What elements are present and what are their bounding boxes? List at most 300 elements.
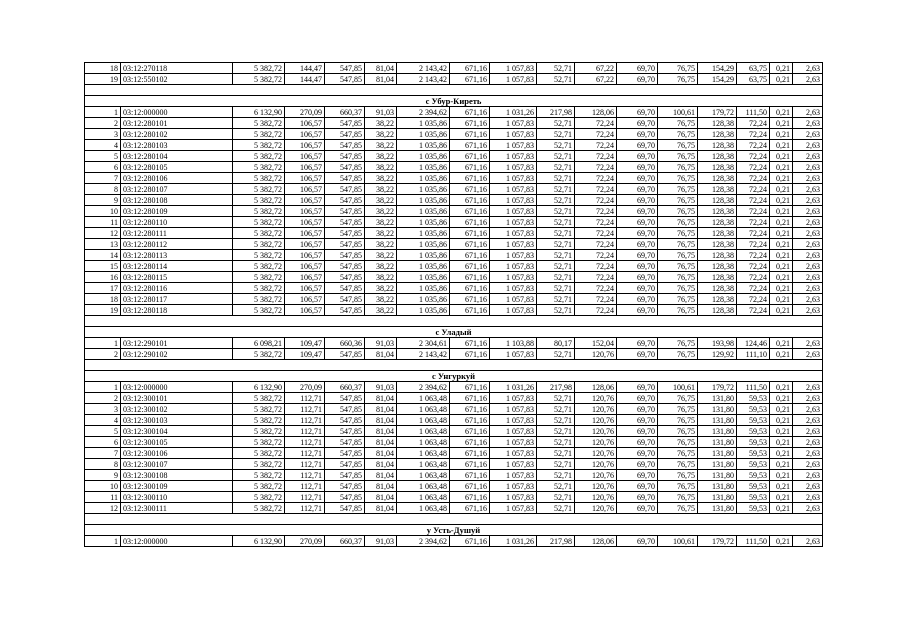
value-cell: 38,22 xyxy=(365,250,397,261)
value-cell: 91,03 xyxy=(365,338,397,349)
row-number: 6 xyxy=(85,437,121,448)
value-cell: 547,85 xyxy=(325,151,365,162)
cadastral-code: 03:12:280101 xyxy=(121,118,233,129)
value-cell: 5 382,72 xyxy=(233,283,285,294)
value-cell: 2 304,61 xyxy=(397,338,450,349)
cadastral-code: 03:12:300106 xyxy=(121,448,233,459)
value-cell: 1 035,86 xyxy=(397,217,450,228)
value-cell: 52,71 xyxy=(537,217,575,228)
value-cell: 1 035,86 xyxy=(397,162,450,173)
value-cell: 547,85 xyxy=(325,305,365,316)
value-cell: 112,71 xyxy=(285,503,325,514)
value-cell: 5 382,72 xyxy=(233,173,285,184)
value-cell: 1 063,48 xyxy=(397,426,450,437)
table-row xyxy=(85,349,823,360)
value-cell: 112,71 xyxy=(285,437,325,448)
section-header-row xyxy=(85,96,823,107)
value-cell: 547,85 xyxy=(325,426,365,437)
value-cell: 671,16 xyxy=(450,536,490,547)
value-cell: 547,85 xyxy=(325,118,365,129)
value-cell: 72,24 xyxy=(737,261,770,272)
value-cell: 1 035,86 xyxy=(397,250,450,261)
value-cell: 72,24 xyxy=(737,228,770,239)
value-cell: 76,75 xyxy=(658,283,698,294)
value-cell: 72,24 xyxy=(575,129,617,140)
section-title: с Уладый xyxy=(85,327,823,338)
value-cell: 547,85 xyxy=(325,393,365,404)
value-cell: 1 063,48 xyxy=(397,393,450,404)
value-cell: 1 063,48 xyxy=(397,459,450,470)
value-cell: 217,98 xyxy=(537,107,575,118)
value-cell: 1 035,86 xyxy=(397,173,450,184)
value-cell: 1 057,83 xyxy=(490,404,537,415)
value-cell: 76,75 xyxy=(658,349,698,360)
value-cell: 52,71 xyxy=(537,470,575,481)
value-cell: 52,71 xyxy=(537,481,575,492)
value-cell: 547,85 xyxy=(325,63,365,74)
table-row xyxy=(85,283,823,294)
value-cell: 2 143,42 xyxy=(397,63,450,74)
value-cell: 1 035,86 xyxy=(397,294,450,305)
value-cell: 2 143,42 xyxy=(397,349,450,360)
value-cell: 69,70 xyxy=(617,305,658,316)
cadastral-code: 03:12:270118 xyxy=(121,63,233,74)
value-cell: 120,76 xyxy=(575,415,617,426)
value-cell: 1 063,48 xyxy=(397,470,450,481)
value-cell: 81,04 xyxy=(365,349,397,360)
value-cell: 0,21 xyxy=(770,239,793,250)
value-cell: 52,71 xyxy=(537,129,575,140)
value-cell: 1 057,83 xyxy=(490,426,537,437)
value-cell: 106,57 xyxy=(285,261,325,272)
value-cell: 547,85 xyxy=(325,250,365,261)
value-cell: 52,71 xyxy=(537,294,575,305)
value-cell: 1 063,48 xyxy=(397,437,450,448)
cadastral-code: 03:12:000000 xyxy=(121,536,233,547)
table-row xyxy=(85,173,823,184)
value-cell: 5 382,72 xyxy=(233,305,285,316)
value-cell: 5 382,72 xyxy=(233,448,285,459)
value-cell: 38,22 xyxy=(365,129,397,140)
value-cell: 1 063,48 xyxy=(397,492,450,503)
value-cell: 1 057,83 xyxy=(490,140,537,151)
value-cell: 76,75 xyxy=(658,239,698,250)
value-cell: 5 382,72 xyxy=(233,459,285,470)
value-cell: 52,71 xyxy=(537,393,575,404)
value-cell: 547,85 xyxy=(325,195,365,206)
value-cell: 52,71 xyxy=(537,305,575,316)
value-cell: 80,17 xyxy=(537,338,575,349)
value-cell: 69,70 xyxy=(617,294,658,305)
value-cell: 660,36 xyxy=(325,338,365,349)
value-cell: 0,21 xyxy=(770,294,793,305)
value-cell: 112,71 xyxy=(285,404,325,415)
value-cell: 2,63 xyxy=(793,294,823,305)
value-cell: 128,38 xyxy=(698,272,737,283)
value-cell: 76,75 xyxy=(658,272,698,283)
value-cell: 72,24 xyxy=(737,173,770,184)
value-cell: 72,24 xyxy=(737,272,770,283)
value-cell: 72,24 xyxy=(575,228,617,239)
value-cell: 38,22 xyxy=(365,239,397,250)
table-body xyxy=(85,63,823,547)
value-cell: 38,22 xyxy=(365,162,397,173)
cadastral-code: 03:12:280116 xyxy=(121,283,233,294)
value-cell: 671,16 xyxy=(450,393,490,404)
value-cell: 2,63 xyxy=(793,239,823,250)
value-cell: 69,70 xyxy=(617,437,658,448)
value-cell: 660,37 xyxy=(325,536,365,547)
value-cell: 112,71 xyxy=(285,415,325,426)
tariff-table xyxy=(84,62,823,547)
value-cell: 1 057,83 xyxy=(490,261,537,272)
value-cell: 106,57 xyxy=(285,173,325,184)
value-cell: 5 382,72 xyxy=(233,184,285,195)
value-cell: 1 031,26 xyxy=(490,536,537,547)
value-cell: 91,03 xyxy=(365,382,397,393)
value-cell: 100,61 xyxy=(658,536,698,547)
value-cell: 0,21 xyxy=(770,459,793,470)
value-cell: 52,71 xyxy=(537,140,575,151)
value-cell: 1 057,83 xyxy=(490,437,537,448)
value-cell: 1 057,83 xyxy=(490,283,537,294)
table-row xyxy=(85,470,823,481)
value-cell: 109,47 xyxy=(285,338,325,349)
value-cell: 72,24 xyxy=(737,151,770,162)
value-cell: 76,75 xyxy=(658,250,698,261)
value-cell: 52,71 xyxy=(537,118,575,129)
value-cell: 59,53 xyxy=(737,393,770,404)
value-cell: 671,16 xyxy=(450,118,490,129)
cadastral-code: 03:12:300101 xyxy=(121,393,233,404)
value-cell: 193,98 xyxy=(698,338,737,349)
value-cell: 1 057,83 xyxy=(490,118,537,129)
value-cell: 76,75 xyxy=(658,426,698,437)
value-cell: 59,53 xyxy=(737,492,770,503)
value-cell: 0,21 xyxy=(770,250,793,261)
value-cell: 38,22 xyxy=(365,118,397,129)
value-cell: 1 035,86 xyxy=(397,140,450,151)
value-cell: 112,71 xyxy=(285,470,325,481)
row-number: 12 xyxy=(85,228,121,239)
row-number: 19 xyxy=(85,74,121,85)
value-cell: 38,22 xyxy=(365,206,397,217)
value-cell: 38,22 xyxy=(365,261,397,272)
table-row xyxy=(85,228,823,239)
table-row xyxy=(85,404,823,415)
value-cell: 1 035,86 xyxy=(397,305,450,316)
value-cell: 1 035,86 xyxy=(397,206,450,217)
value-cell: 72,24 xyxy=(575,250,617,261)
value-cell: 217,98 xyxy=(537,536,575,547)
value-cell: 671,16 xyxy=(450,140,490,151)
value-cell: 120,76 xyxy=(575,393,617,404)
value-cell: 671,16 xyxy=(450,107,490,118)
spacer-row xyxy=(85,514,823,525)
value-cell: 671,16 xyxy=(450,63,490,74)
value-cell: 5 382,72 xyxy=(233,129,285,140)
value-cell: 5 382,72 xyxy=(233,426,285,437)
value-cell: 81,04 xyxy=(365,470,397,481)
value-cell: 547,85 xyxy=(325,129,365,140)
value-cell: 5 382,72 xyxy=(233,261,285,272)
value-cell: 2,63 xyxy=(793,492,823,503)
value-cell: 5 382,72 xyxy=(233,63,285,74)
value-cell: 128,38 xyxy=(698,283,737,294)
value-cell: 69,70 xyxy=(617,206,658,217)
row-number: 4 xyxy=(85,415,121,426)
value-cell: 111,50 xyxy=(737,382,770,393)
cadastral-code: 03:12:300107 xyxy=(121,459,233,470)
value-cell: 59,53 xyxy=(737,437,770,448)
table-row xyxy=(85,426,823,437)
value-cell: 547,85 xyxy=(325,349,365,360)
value-cell: 5 382,72 xyxy=(233,162,285,173)
value-cell: 131,80 xyxy=(698,426,737,437)
cadastral-code: 03:12:280114 xyxy=(121,261,233,272)
value-cell: 72,24 xyxy=(737,239,770,250)
value-cell: 128,38 xyxy=(698,184,737,195)
value-cell: 2,63 xyxy=(793,250,823,261)
cadastral-code: 03:12:280106 xyxy=(121,173,233,184)
value-cell: 106,57 xyxy=(285,118,325,129)
value-cell: 69,70 xyxy=(617,63,658,74)
value-cell: 72,24 xyxy=(737,129,770,140)
value-cell: 38,22 xyxy=(365,140,397,151)
value-cell: 52,71 xyxy=(537,283,575,294)
table-row xyxy=(85,492,823,503)
value-cell: 0,21 xyxy=(770,228,793,239)
value-cell: 52,71 xyxy=(537,74,575,85)
row-number: 10 xyxy=(85,206,121,217)
value-cell: 1 057,83 xyxy=(490,459,537,470)
value-cell: 38,22 xyxy=(365,217,397,228)
value-cell: 76,75 xyxy=(658,129,698,140)
value-cell: 106,57 xyxy=(285,151,325,162)
value-cell: 2,63 xyxy=(793,448,823,459)
value-cell: 131,80 xyxy=(698,492,737,503)
value-cell: 0,21 xyxy=(770,206,793,217)
value-cell: 69,70 xyxy=(617,283,658,294)
value-cell: 5 382,72 xyxy=(233,349,285,360)
value-cell: 72,24 xyxy=(575,162,617,173)
row-number: 3 xyxy=(85,129,121,140)
value-cell: 131,80 xyxy=(698,393,737,404)
value-cell: 1 057,83 xyxy=(490,349,537,360)
value-cell: 69,70 xyxy=(617,107,658,118)
value-cell: 2,63 xyxy=(793,129,823,140)
value-cell: 91,03 xyxy=(365,107,397,118)
value-cell: 5 382,72 xyxy=(233,294,285,305)
value-cell: 76,75 xyxy=(658,151,698,162)
value-cell: 671,16 xyxy=(450,437,490,448)
value-cell: 38,22 xyxy=(365,184,397,195)
row-number: 17 xyxy=(85,283,121,294)
value-cell: 72,24 xyxy=(737,162,770,173)
value-cell: 671,16 xyxy=(450,206,490,217)
spacer-cell xyxy=(85,360,823,371)
row-number: 11 xyxy=(85,217,121,228)
value-cell: 72,24 xyxy=(575,283,617,294)
value-cell: 67,22 xyxy=(575,74,617,85)
value-cell: 76,75 xyxy=(658,184,698,195)
value-cell: 547,85 xyxy=(325,503,365,514)
value-cell: 0,21 xyxy=(770,305,793,316)
value-cell: 38,22 xyxy=(365,228,397,239)
value-cell: 660,37 xyxy=(325,382,365,393)
table-row xyxy=(85,63,823,74)
value-cell: 109,47 xyxy=(285,349,325,360)
value-cell: 91,03 xyxy=(365,536,397,547)
value-cell: 69,70 xyxy=(617,404,658,415)
row-number: 8 xyxy=(85,184,121,195)
value-cell: 81,04 xyxy=(365,492,397,503)
value-cell: 76,75 xyxy=(658,459,698,470)
table-row xyxy=(85,118,823,129)
value-cell: 69,70 xyxy=(617,217,658,228)
spacer-cell xyxy=(85,85,823,96)
row-number: 1 xyxy=(85,382,121,393)
value-cell: 69,70 xyxy=(617,74,658,85)
value-cell: 52,71 xyxy=(537,250,575,261)
value-cell: 1 031,26 xyxy=(490,382,537,393)
value-cell: 76,75 xyxy=(658,503,698,514)
value-cell: 67,22 xyxy=(575,63,617,74)
value-cell: 0,21 xyxy=(770,382,793,393)
value-cell: 5 382,72 xyxy=(233,140,285,151)
value-cell: 0,21 xyxy=(770,272,793,283)
value-cell: 0,21 xyxy=(770,470,793,481)
value-cell: 671,16 xyxy=(450,426,490,437)
value-cell: 106,57 xyxy=(285,294,325,305)
value-cell: 72,24 xyxy=(575,184,617,195)
value-cell: 128,38 xyxy=(698,228,737,239)
value-cell: 6 132,90 xyxy=(233,382,285,393)
value-cell: 112,71 xyxy=(285,481,325,492)
value-cell: 1 035,86 xyxy=(397,283,450,294)
value-cell: 270,09 xyxy=(285,382,325,393)
value-cell: 112,71 xyxy=(285,459,325,470)
value-cell: 76,75 xyxy=(658,228,698,239)
value-cell: 1 057,83 xyxy=(490,481,537,492)
value-cell: 1 057,83 xyxy=(490,173,537,184)
section-header-row xyxy=(85,327,823,338)
value-cell: 120,76 xyxy=(575,503,617,514)
value-cell: 5 382,72 xyxy=(233,481,285,492)
row-number: 2 xyxy=(85,393,121,404)
value-cell: 0,21 xyxy=(770,404,793,415)
value-cell: 2,63 xyxy=(793,426,823,437)
value-cell: 547,85 xyxy=(325,206,365,217)
value-cell: 76,75 xyxy=(658,118,698,129)
value-cell: 1 057,83 xyxy=(490,239,537,250)
table-row xyxy=(85,250,823,261)
value-cell: 0,21 xyxy=(770,261,793,272)
value-cell: 0,21 xyxy=(770,426,793,437)
value-cell: 69,70 xyxy=(617,536,658,547)
value-cell: 59,53 xyxy=(737,448,770,459)
value-cell: 1 035,86 xyxy=(397,195,450,206)
value-cell: 72,24 xyxy=(737,195,770,206)
value-cell: 2,63 xyxy=(793,536,823,547)
value-cell: 81,04 xyxy=(365,426,397,437)
value-cell: 2,63 xyxy=(793,503,823,514)
value-cell: 69,70 xyxy=(617,151,658,162)
value-cell: 81,04 xyxy=(365,503,397,514)
value-cell: 69,70 xyxy=(617,459,658,470)
value-cell: 52,71 xyxy=(537,206,575,217)
value-cell: 1 057,83 xyxy=(490,63,537,74)
value-cell: 547,85 xyxy=(325,74,365,85)
value-cell: 106,57 xyxy=(285,129,325,140)
value-cell: 1 057,83 xyxy=(490,393,537,404)
value-cell: 1 035,86 xyxy=(397,151,450,162)
value-cell: 106,57 xyxy=(285,140,325,151)
value-cell: 1 035,86 xyxy=(397,272,450,283)
value-cell: 671,16 xyxy=(450,294,490,305)
value-cell: 2 143,42 xyxy=(397,74,450,85)
value-cell: 2,63 xyxy=(793,481,823,492)
value-cell: 52,71 xyxy=(537,426,575,437)
value-cell: 1 057,83 xyxy=(490,250,537,261)
value-cell: 671,16 xyxy=(450,162,490,173)
value-cell: 0,21 xyxy=(770,107,793,118)
value-cell: 72,24 xyxy=(737,283,770,294)
cadastral-code: 03:12:280113 xyxy=(121,250,233,261)
value-cell: 1 057,83 xyxy=(490,470,537,481)
value-cell: 69,70 xyxy=(617,195,658,206)
value-cell: 106,57 xyxy=(285,283,325,294)
value-cell: 59,53 xyxy=(737,404,770,415)
cadastral-code: 03:12:280118 xyxy=(121,305,233,316)
value-cell: 120,76 xyxy=(575,459,617,470)
value-cell: 76,75 xyxy=(658,448,698,459)
value-cell: 52,71 xyxy=(537,173,575,184)
value-cell: 2,63 xyxy=(793,228,823,239)
value-cell: 0,21 xyxy=(770,448,793,459)
cadastral-code: 03:12:280117 xyxy=(121,294,233,305)
value-cell: 72,24 xyxy=(575,305,617,316)
row-number: 5 xyxy=(85,426,121,437)
value-cell: 76,75 xyxy=(658,481,698,492)
value-cell: 52,71 xyxy=(537,272,575,283)
table-row xyxy=(85,459,823,470)
value-cell: 1 063,48 xyxy=(397,448,450,459)
cadastral-code: 03:12:280108 xyxy=(121,195,233,206)
value-cell: 179,72 xyxy=(698,382,737,393)
value-cell: 128,06 xyxy=(575,107,617,118)
value-cell: 547,85 xyxy=(325,239,365,250)
value-cell: 106,57 xyxy=(285,217,325,228)
value-cell: 69,70 xyxy=(617,162,658,173)
value-cell: 671,16 xyxy=(450,151,490,162)
value-cell: 5 382,72 xyxy=(233,404,285,415)
value-cell: 69,70 xyxy=(617,338,658,349)
value-cell: 120,76 xyxy=(575,349,617,360)
value-cell: 2,63 xyxy=(793,393,823,404)
row-number: 1 xyxy=(85,338,121,349)
value-cell: 2,63 xyxy=(793,470,823,481)
value-cell: 671,16 xyxy=(450,481,490,492)
value-cell: 1 057,83 xyxy=(490,228,537,239)
value-cell: 2,63 xyxy=(793,404,823,415)
cadastral-code: 03:12:550102 xyxy=(121,74,233,85)
value-cell: 106,57 xyxy=(285,162,325,173)
value-cell: 0,21 xyxy=(770,173,793,184)
value-cell: 2,63 xyxy=(793,382,823,393)
value-cell: 547,85 xyxy=(325,459,365,470)
value-cell: 2,63 xyxy=(793,74,823,85)
